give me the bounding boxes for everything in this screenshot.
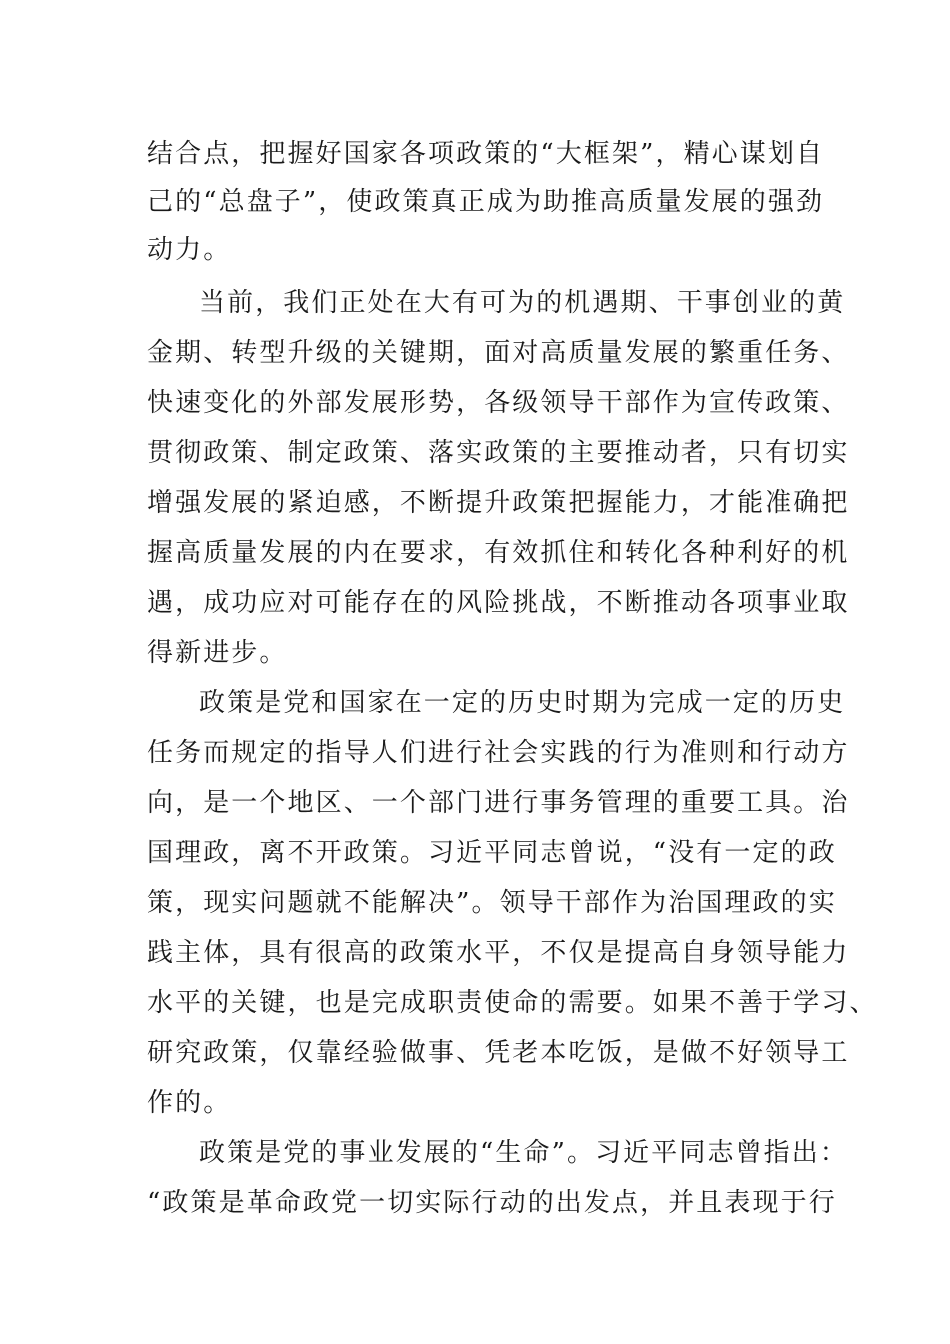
text-line: 作的。 — [147, 1088, 232, 1118]
text-line: 金期、转型升级的关键期，面对高质量发展的繁重任务、 — [147, 338, 850, 368]
text-line: 水平的关键，也是完成职责使命的需要。如果不善于学习、 — [147, 988, 878, 1018]
text-line: 动力。 — [147, 235, 232, 265]
paragraph-start-line: 政策是党和国家在一定的历史时期为完成一定的历史 — [199, 688, 846, 718]
paragraph-start-line: 当前，我们正处在大有可为的机遇期、干事创业的黄 — [199, 288, 846, 318]
text-line: 国理政，离不开政策。习近平同志曾说，“没有一定的政 — [147, 838, 837, 868]
text-line: 策，现实问题就不能解决”。领导干部作为治国理政的实 — [147, 888, 837, 918]
text-line: 向，是一个地区、一个部门进行事务管理的重要工具。治 — [147, 788, 850, 818]
text-line: 增强发展的紧迫感，不断提升政策把握能力，才能准确把 — [147, 488, 850, 518]
paragraph-start-line: 政策是党的事业发展的“生命”。习近平同志曾指出： — [199, 1138, 848, 1168]
text-line: 握高质量发展的内在要求，有效抓住和转化各种利好的机 — [147, 538, 850, 568]
text-line: 遇，成功应对可能存在的风险挑战，不断推动各项事业取 — [147, 588, 850, 618]
text-line: 任务而规定的指导人们进行社会实践的行为准则和行动方 — [147, 738, 850, 768]
text-line: 研究政策，仅靠经验做事、凭老本吃饭，是做不好领导工 — [147, 1038, 850, 1068]
text-line: 快速变化的外部发展形势，各级领导干部作为宣传政策、 — [147, 388, 850, 418]
text-line: 结合点，把握好国家各项政策的“大框架”，精心谋划自 — [147, 139, 825, 169]
text-line: 得新进步。 — [147, 638, 288, 668]
text-line: 贯彻政策、制定政策、落实政策的主要推动者，只有切实 — [147, 438, 850, 468]
text-line: 践主体，具有很高的政策水平，不仅是提高自身领导能力 — [147, 938, 850, 968]
text-line: “政策是革命政党一切实际行动的出发点，并且表现于行 — [147, 1188, 837, 1218]
text-line: 己的“总盘子”，使政策真正成为助推高质量发展的强劲 — [147, 187, 825, 217]
